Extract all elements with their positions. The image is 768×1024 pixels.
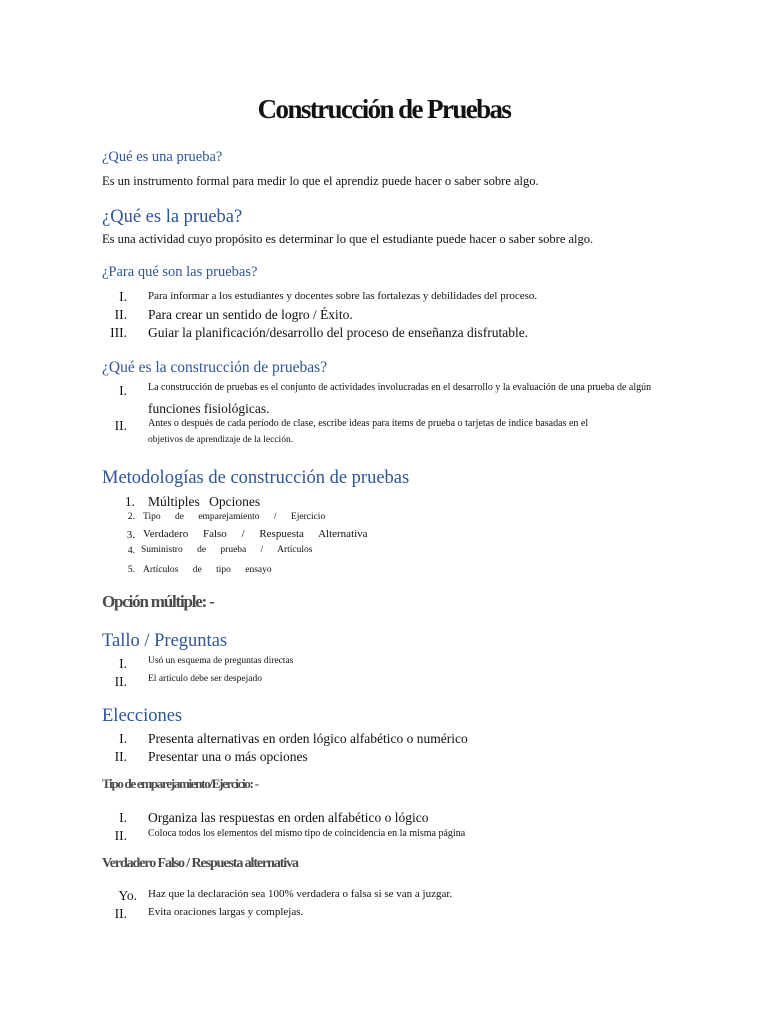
list-number: 4. xyxy=(127,546,135,556)
list-number: 2. xyxy=(127,512,135,522)
list-item: Antes o después de cada período de clase, escribe ideas para ítems de prueba o tarjetas de índice basadas en el xyxy=(148,418,589,429)
list-number: I. xyxy=(119,731,127,746)
list-item: Para informar a los estudiantes y docentes sobre las fortalezas y debilidades del proceso. xyxy=(148,290,538,302)
list-number: II. xyxy=(114,828,127,843)
page-title: Construcción de Pruebas xyxy=(257,94,511,124)
list-item: Artículos de tipo ensayo xyxy=(143,565,272,575)
section-heading: ¿Qué es la prueba? xyxy=(102,207,243,227)
section-heading: Verdadero Falso / Respuesta alternativa xyxy=(102,856,298,871)
list-item: Presentar una o más opciones xyxy=(148,749,308,764)
list-number: I. xyxy=(119,656,127,671)
list-number: 3. xyxy=(126,529,135,541)
list-number: Yo. xyxy=(118,888,137,903)
list-item: Guiar la planificación/desarrollo del proceso de enseñanza disfrutable. xyxy=(148,325,529,340)
list-number: II. xyxy=(114,749,127,764)
section-heading: Metodologías de construcción de pruebas xyxy=(102,468,410,488)
section-heading: Tipo de emparejamiento/Ejercicio: - xyxy=(102,776,258,791)
list-number: II. xyxy=(114,418,127,433)
list-number: III. xyxy=(110,325,127,340)
list-item: Usó un esquema de preguntas directas xyxy=(148,656,294,666)
list-number: I. xyxy=(119,289,127,304)
list-number: II. xyxy=(114,307,127,322)
section-heading: ¿Qué es la construcción de pruebas? xyxy=(102,359,328,376)
section-heading: ¿Qué es una prueba? xyxy=(102,149,223,165)
list-item-continuation: objetivos de aprendizaje de la lección. xyxy=(148,435,294,445)
list-item: Presenta alternativas en orden lógico alfabético o numérico xyxy=(148,731,468,746)
section-heading: Elecciones xyxy=(102,706,183,726)
paragraph: Es un instrumento formal para medir lo que el aprendiz puede hacer o saber sobre algo. xyxy=(102,174,539,188)
list-item: Evita oraciones largas y complejas. xyxy=(148,906,304,918)
list-item: Organiza las respuestas en orden alfabético o lógico xyxy=(148,810,429,825)
list-item: Para crear un sentido de logro / Éxito. xyxy=(148,307,353,322)
list-number: 5. xyxy=(127,565,135,575)
list-number: I. xyxy=(119,810,127,825)
section-heading: Opción múltiple: - xyxy=(102,592,214,611)
section-heading: Tallo / Preguntas xyxy=(102,631,228,651)
list-number: 1. xyxy=(124,494,135,509)
list-item: El artículo debe ser despejado xyxy=(148,674,262,684)
list-item: Haz que la declaración sea 100% verdadera o falsa si se van a juzgar. xyxy=(148,888,453,900)
list-item: Suministro de prueba / Artículos xyxy=(141,545,313,555)
paragraph: Es una actividad cuyo propósito es determinar lo que el estudiante puede hacer o saber sobre algo. xyxy=(102,232,594,246)
list-item: Verdadero Falso / Respuesta Alternativa xyxy=(143,528,368,540)
list-number: II. xyxy=(114,906,127,921)
list-item-continuation: funciones fisiológicas. xyxy=(148,401,270,416)
list-item: La construcción de pruebas es el conjunto de actividades involucradas en el desarrollo y la evaluación de una prueba de algún xyxy=(148,382,652,393)
list-item: Tipo de emparejamiento / Ejercicio xyxy=(143,512,326,522)
list-number: II. xyxy=(114,674,127,689)
list-item: Coloca todos los elementos del mismo tipo de coincidencia en la misma página xyxy=(148,828,466,839)
list-number: I. xyxy=(119,383,127,398)
section-heading: ¿Para qué son las pruebas? xyxy=(102,264,258,280)
list-item: Múltiples Opciones xyxy=(148,494,261,509)
